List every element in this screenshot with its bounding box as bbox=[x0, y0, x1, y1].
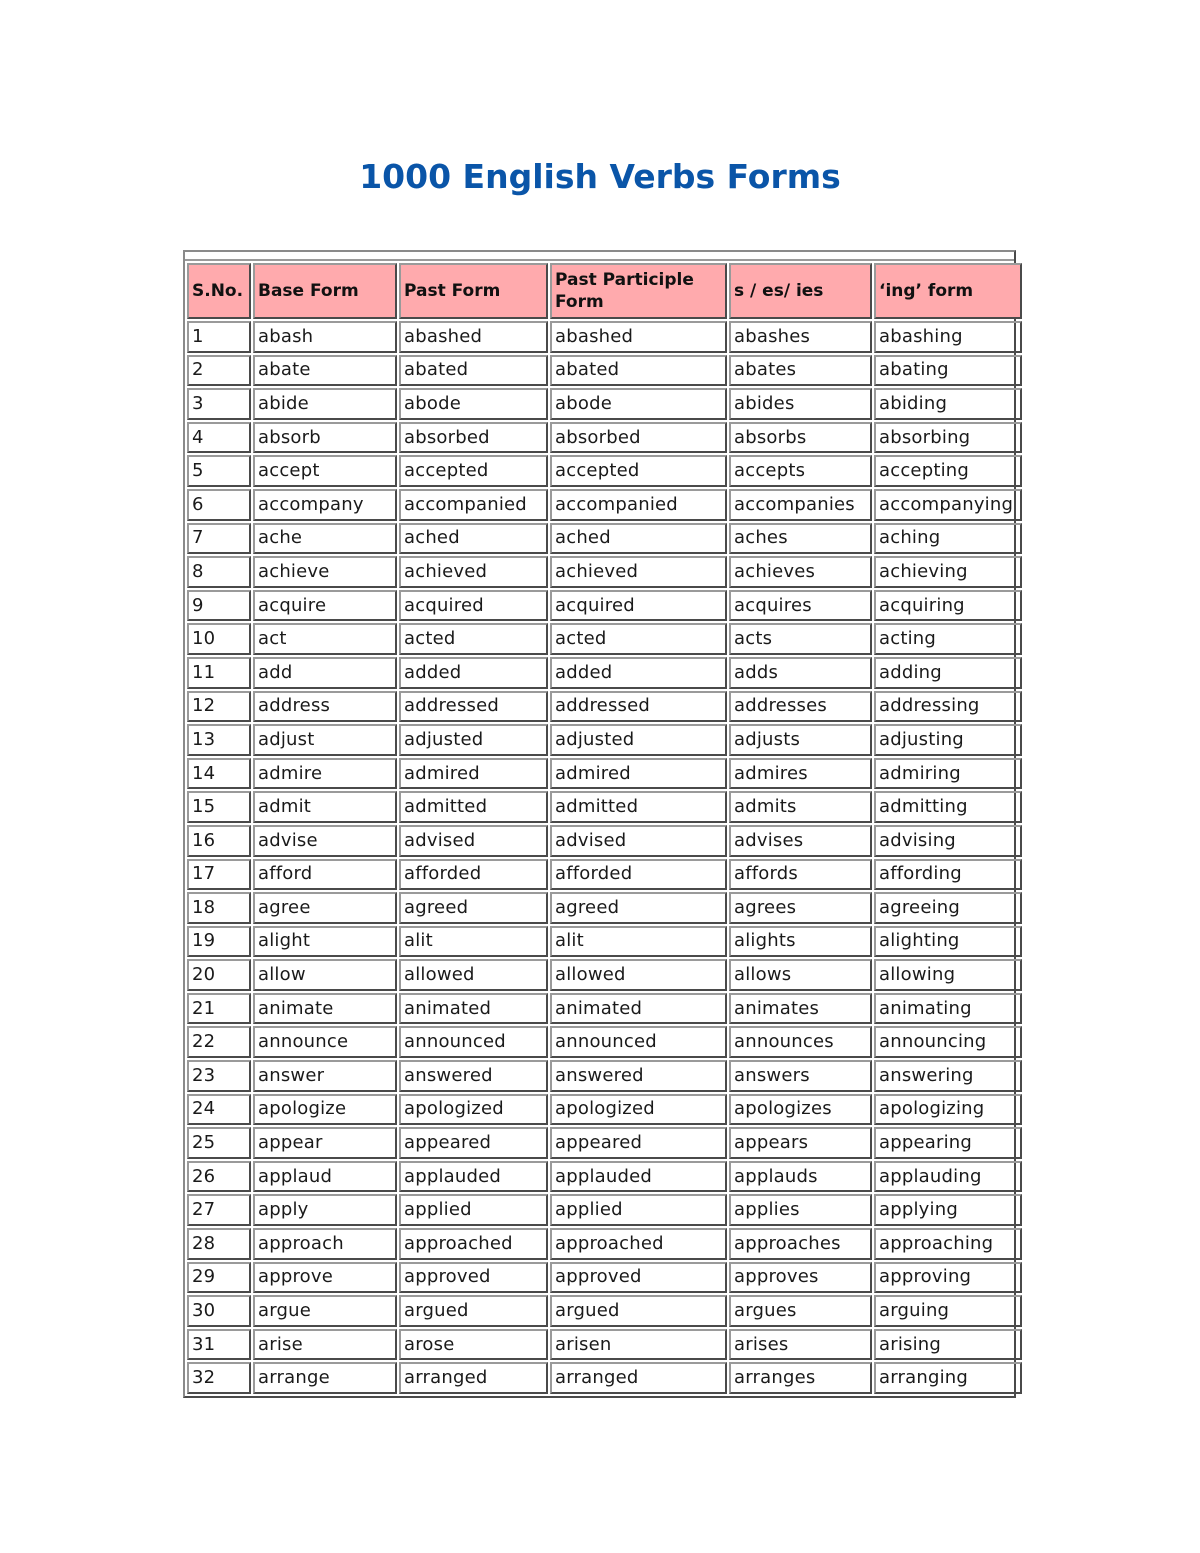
table-top-bar bbox=[185, 252, 1014, 261]
cell-past-participle: acted bbox=[550, 623, 727, 655]
cell-past-participle: appeared bbox=[550, 1127, 727, 1159]
cell-past-participle: animated bbox=[550, 993, 727, 1025]
cell-s-es-ies: answers bbox=[729, 1060, 872, 1092]
cell-past-form: appeared bbox=[399, 1127, 548, 1159]
cell-past-form: accepted bbox=[399, 455, 548, 487]
page-title: 1000 English Verbs Forms bbox=[359, 157, 841, 197]
cell-base-form: apologize bbox=[253, 1094, 397, 1126]
cell-base-form: abash bbox=[253, 321, 397, 353]
header-past-form: Past Form bbox=[399, 263, 548, 319]
cell-past-form: afforded bbox=[399, 859, 548, 891]
cell-ing-form: accompanying bbox=[874, 489, 1022, 521]
cell-s-es-ies: affords bbox=[729, 859, 872, 891]
cell-past-participle: agreed bbox=[550, 892, 727, 924]
cell-s-es-ies: alights bbox=[729, 926, 872, 958]
cell-past-participle: afforded bbox=[550, 859, 727, 891]
cell-serial-number: 1 bbox=[187, 321, 251, 353]
table-row bbox=[187, 859, 1022, 891]
cell-s-es-ies: appears bbox=[729, 1127, 872, 1159]
cell-base-form: answer bbox=[253, 1060, 397, 1092]
cell-serial-number: 32 bbox=[187, 1362, 251, 1394]
cell-ing-form: arranging bbox=[874, 1362, 1022, 1394]
cell-serial-number: 24 bbox=[187, 1094, 251, 1126]
cell-past-form: answered bbox=[399, 1060, 548, 1092]
cell-past-form: argued bbox=[399, 1295, 548, 1327]
header-ing-form: ‘ing’ form bbox=[874, 263, 1022, 319]
cell-ing-form: agreeing bbox=[874, 892, 1022, 924]
cell-ing-form: animating bbox=[874, 993, 1022, 1025]
cell-past-form: achieved bbox=[399, 556, 548, 588]
cell-base-form: accept bbox=[253, 455, 397, 487]
cell-base-form: achieve bbox=[253, 556, 397, 588]
table-row bbox=[187, 926, 1022, 958]
cell-base-form: adjust bbox=[253, 724, 397, 756]
cell-base-form: acquire bbox=[253, 590, 397, 622]
cell-past-form: abated bbox=[399, 355, 548, 387]
cell-base-form: accompany bbox=[253, 489, 397, 521]
cell-ing-form: apologizing bbox=[874, 1094, 1022, 1126]
cell-s-es-ies: announces bbox=[729, 1026, 872, 1058]
header-base-form: Base Form bbox=[253, 263, 397, 319]
cell-past-participle: admired bbox=[550, 758, 727, 790]
cell-serial-number: 11 bbox=[187, 657, 251, 689]
cell-s-es-ies: argues bbox=[729, 1295, 872, 1327]
cell-ing-form: achieving bbox=[874, 556, 1022, 588]
cell-s-es-ies: agrees bbox=[729, 892, 872, 924]
cell-serial-number: 13 bbox=[187, 724, 251, 756]
table-row bbox=[187, 1194, 1022, 1226]
cell-past-form: alit bbox=[399, 926, 548, 958]
cell-serial-number: 21 bbox=[187, 993, 251, 1025]
header-serial-number: S.No. bbox=[187, 263, 251, 319]
cell-s-es-ies: arranges bbox=[729, 1362, 872, 1394]
cell-s-es-ies: absorbs bbox=[729, 422, 872, 454]
table-row bbox=[187, 1329, 1022, 1361]
cell-past-form: applauded bbox=[399, 1161, 548, 1193]
cell-past-form: acted bbox=[399, 623, 548, 655]
table-row bbox=[187, 623, 1022, 655]
cell-serial-number: 3 bbox=[187, 388, 251, 420]
cell-ing-form: announcing bbox=[874, 1026, 1022, 1058]
cell-serial-number: 29 bbox=[187, 1262, 251, 1294]
cell-base-form: add bbox=[253, 657, 397, 689]
cell-s-es-ies: applies bbox=[729, 1194, 872, 1226]
cell-ing-form: applauding bbox=[874, 1161, 1022, 1193]
cell-base-form: arise bbox=[253, 1329, 397, 1361]
cell-past-participle: absorbed bbox=[550, 422, 727, 454]
cell-past-participle: allowed bbox=[550, 959, 727, 991]
cell-past-form: admitted bbox=[399, 791, 548, 823]
cell-past-form: acquired bbox=[399, 590, 548, 622]
cell-serial-number: 28 bbox=[187, 1228, 251, 1260]
cell-ing-form: abiding bbox=[874, 388, 1022, 420]
cell-base-form: approve bbox=[253, 1262, 397, 1294]
cell-past-form: added bbox=[399, 657, 548, 689]
table-row bbox=[187, 422, 1022, 454]
cell-s-es-ies: abates bbox=[729, 355, 872, 387]
table-row bbox=[187, 825, 1022, 857]
cell-s-es-ies: adjusts bbox=[729, 724, 872, 756]
cell-ing-form: accepting bbox=[874, 455, 1022, 487]
cell-base-form: abide bbox=[253, 388, 397, 420]
cell-base-form: apply bbox=[253, 1194, 397, 1226]
cell-ing-form: answering bbox=[874, 1060, 1022, 1092]
cell-base-form: address bbox=[253, 691, 397, 723]
cell-base-form: animate bbox=[253, 993, 397, 1025]
cell-serial-number: 4 bbox=[187, 422, 251, 454]
cell-past-participle: abated bbox=[550, 355, 727, 387]
cell-serial-number: 2 bbox=[187, 355, 251, 387]
cell-ing-form: abating bbox=[874, 355, 1022, 387]
cell-base-form: argue bbox=[253, 1295, 397, 1327]
cell-base-form: applaud bbox=[253, 1161, 397, 1193]
cell-past-participle: apologized bbox=[550, 1094, 727, 1126]
cell-past-participle: alit bbox=[550, 926, 727, 958]
cell-ing-form: absorbing bbox=[874, 422, 1022, 454]
table-row bbox=[187, 321, 1022, 353]
cell-serial-number: 17 bbox=[187, 859, 251, 891]
table-row bbox=[187, 388, 1022, 420]
cell-ing-form: aching bbox=[874, 523, 1022, 555]
cell-ing-form: approaching bbox=[874, 1228, 1022, 1260]
table-row bbox=[187, 455, 1022, 487]
cell-past-participle: ached bbox=[550, 523, 727, 555]
cell-serial-number: 18 bbox=[187, 892, 251, 924]
cell-base-form: agree bbox=[253, 892, 397, 924]
cell-base-form: abate bbox=[253, 355, 397, 387]
cell-s-es-ies: abashes bbox=[729, 321, 872, 353]
cell-serial-number: 19 bbox=[187, 926, 251, 958]
table-row bbox=[187, 1127, 1022, 1159]
cell-past-participle: approved bbox=[550, 1262, 727, 1294]
cell-ing-form: arguing bbox=[874, 1295, 1022, 1327]
cell-past-form: agreed bbox=[399, 892, 548, 924]
table-row bbox=[187, 691, 1022, 723]
table-row bbox=[187, 489, 1022, 521]
cell-s-es-ies: acts bbox=[729, 623, 872, 655]
table-row bbox=[187, 556, 1022, 588]
cell-s-es-ies: allows bbox=[729, 959, 872, 991]
header-s-es-ies: s / es/ ies bbox=[729, 263, 872, 319]
cell-ing-form: adjusting bbox=[874, 724, 1022, 756]
cell-past-participle: achieved bbox=[550, 556, 727, 588]
table-row bbox=[187, 1026, 1022, 1058]
cell-serial-number: 30 bbox=[187, 1295, 251, 1327]
cell-past-participle: admitted bbox=[550, 791, 727, 823]
cell-serial-number: 5 bbox=[187, 455, 251, 487]
cell-s-es-ies: applauds bbox=[729, 1161, 872, 1193]
cell-s-es-ies: approves bbox=[729, 1262, 872, 1294]
cell-past-participle: accepted bbox=[550, 455, 727, 487]
cell-past-form: ached bbox=[399, 523, 548, 555]
cell-ing-form: alighting bbox=[874, 926, 1022, 958]
table-body bbox=[187, 321, 1022, 1394]
cell-s-es-ies: accepts bbox=[729, 455, 872, 487]
cell-past-participle: acquired bbox=[550, 590, 727, 622]
cell-past-participle: abode bbox=[550, 388, 727, 420]
cell-past-form: apologized bbox=[399, 1094, 548, 1126]
table-row bbox=[187, 1094, 1022, 1126]
cell-ing-form: allowing bbox=[874, 959, 1022, 991]
cell-s-es-ies: adds bbox=[729, 657, 872, 689]
cell-past-participle: advised bbox=[550, 825, 727, 857]
cell-past-participle: adjusted bbox=[550, 724, 727, 756]
cell-ing-form: acquiring bbox=[874, 590, 1022, 622]
cell-s-es-ies: advises bbox=[729, 825, 872, 857]
cell-serial-number: 9 bbox=[187, 590, 251, 622]
header-past-participle-form: Past Participle Form bbox=[550, 263, 727, 319]
cell-serial-number: 6 bbox=[187, 489, 251, 521]
cell-serial-number: 16 bbox=[187, 825, 251, 857]
cell-past-participle: addressed bbox=[550, 691, 727, 723]
cell-base-form: advise bbox=[253, 825, 397, 857]
cell-past-form: arose bbox=[399, 1329, 548, 1361]
cell-past-participle: approached bbox=[550, 1228, 727, 1260]
cell-base-form: ache bbox=[253, 523, 397, 555]
cell-ing-form: abashing bbox=[874, 321, 1022, 353]
cell-serial-number: 31 bbox=[187, 1329, 251, 1361]
table-row bbox=[187, 724, 1022, 756]
cell-past-participle: applied bbox=[550, 1194, 727, 1226]
table-row bbox=[187, 758, 1022, 790]
cell-serial-number: 7 bbox=[187, 523, 251, 555]
table-row bbox=[187, 523, 1022, 555]
cell-serial-number: 20 bbox=[187, 959, 251, 991]
cell-base-form: appear bbox=[253, 1127, 397, 1159]
cell-serial-number: 14 bbox=[187, 758, 251, 790]
cell-s-es-ies: abides bbox=[729, 388, 872, 420]
verb-forms-table bbox=[185, 261, 1024, 1396]
table-row bbox=[187, 1362, 1022, 1394]
cell-past-form: approved bbox=[399, 1262, 548, 1294]
table-row bbox=[187, 791, 1022, 823]
cell-serial-number: 25 bbox=[187, 1127, 251, 1159]
cell-past-form: applied bbox=[399, 1194, 548, 1226]
cell-base-form: announce bbox=[253, 1026, 397, 1058]
cell-ing-form: arising bbox=[874, 1329, 1022, 1361]
cell-s-es-ies: addresses bbox=[729, 691, 872, 723]
cell-past-form: abode bbox=[399, 388, 548, 420]
cell-base-form: arrange bbox=[253, 1362, 397, 1394]
cell-s-es-ies: apologizes bbox=[729, 1094, 872, 1126]
cell-serial-number: 22 bbox=[187, 1026, 251, 1058]
cell-s-es-ies: admires bbox=[729, 758, 872, 790]
cell-ing-form: addressing bbox=[874, 691, 1022, 723]
cell-ing-form: admitting bbox=[874, 791, 1022, 823]
cell-serial-number: 23 bbox=[187, 1060, 251, 1092]
table-row bbox=[187, 657, 1022, 689]
cell-ing-form: acting bbox=[874, 623, 1022, 655]
cell-s-es-ies: accompanies bbox=[729, 489, 872, 521]
cell-past-form: accompanied bbox=[399, 489, 548, 521]
cell-ing-form: affording bbox=[874, 859, 1022, 891]
cell-ing-form: approving bbox=[874, 1262, 1022, 1294]
cell-s-es-ies: arises bbox=[729, 1329, 872, 1361]
cell-past-form: announced bbox=[399, 1026, 548, 1058]
cell-past-participle: applauded bbox=[550, 1161, 727, 1193]
cell-s-es-ies: aches bbox=[729, 523, 872, 555]
table-row bbox=[187, 959, 1022, 991]
table-header-row bbox=[187, 263, 1022, 319]
cell-past-form: abashed bbox=[399, 321, 548, 353]
cell-base-form: approach bbox=[253, 1228, 397, 1260]
table-row bbox=[187, 1161, 1022, 1193]
cell-base-form: absorb bbox=[253, 422, 397, 454]
cell-s-es-ies: admits bbox=[729, 791, 872, 823]
cell-ing-form: advising bbox=[874, 825, 1022, 857]
cell-base-form: act bbox=[253, 623, 397, 655]
cell-ing-form: admiring bbox=[874, 758, 1022, 790]
cell-base-form: alight bbox=[253, 926, 397, 958]
cell-s-es-ies: acquires bbox=[729, 590, 872, 622]
cell-s-es-ies: achieves bbox=[729, 556, 872, 588]
cell-past-form: allowed bbox=[399, 959, 548, 991]
cell-serial-number: 8 bbox=[187, 556, 251, 588]
cell-serial-number: 10 bbox=[187, 623, 251, 655]
cell-s-es-ies: approaches bbox=[729, 1228, 872, 1260]
cell-serial-number: 12 bbox=[187, 691, 251, 723]
table-row bbox=[187, 1262, 1022, 1294]
cell-past-form: admired bbox=[399, 758, 548, 790]
cell-past-form: absorbed bbox=[399, 422, 548, 454]
cell-base-form: afford bbox=[253, 859, 397, 891]
cell-past-participle: announced bbox=[550, 1026, 727, 1058]
table-row bbox=[187, 1295, 1022, 1327]
cell-past-form: approached bbox=[399, 1228, 548, 1260]
cell-ing-form: applying bbox=[874, 1194, 1022, 1226]
cell-past-form: adjusted bbox=[399, 724, 548, 756]
cell-past-form: arranged bbox=[399, 1362, 548, 1394]
cell-base-form: admit bbox=[253, 791, 397, 823]
cell-past-participle: argued bbox=[550, 1295, 727, 1327]
cell-base-form: admire bbox=[253, 758, 397, 790]
table-row bbox=[187, 355, 1022, 387]
cell-ing-form: adding bbox=[874, 657, 1022, 689]
table-row bbox=[187, 993, 1022, 1025]
cell-past-participle: answered bbox=[550, 1060, 727, 1092]
cell-serial-number: 26 bbox=[187, 1161, 251, 1193]
cell-past-participle: arisen bbox=[550, 1329, 727, 1361]
cell-base-form: allow bbox=[253, 959, 397, 991]
cell-s-es-ies: animates bbox=[729, 993, 872, 1025]
cell-past-form: animated bbox=[399, 993, 548, 1025]
cell-past-participle: added bbox=[550, 657, 727, 689]
cell-serial-number: 27 bbox=[187, 1194, 251, 1226]
cell-past-participle: arranged bbox=[550, 1362, 727, 1394]
cell-past-form: addressed bbox=[399, 691, 548, 723]
cell-past-form: advised bbox=[399, 825, 548, 857]
table-row bbox=[187, 892, 1022, 924]
cell-past-participle: abashed bbox=[550, 321, 727, 353]
table-row bbox=[187, 1228, 1022, 1260]
verb-forms-table-frame bbox=[183, 250, 1016, 1398]
table-row bbox=[187, 1060, 1022, 1092]
cell-past-participle: accompanied bbox=[550, 489, 727, 521]
cell-serial-number: 15 bbox=[187, 791, 251, 823]
table-row bbox=[187, 590, 1022, 622]
cell-ing-form: appearing bbox=[874, 1127, 1022, 1159]
